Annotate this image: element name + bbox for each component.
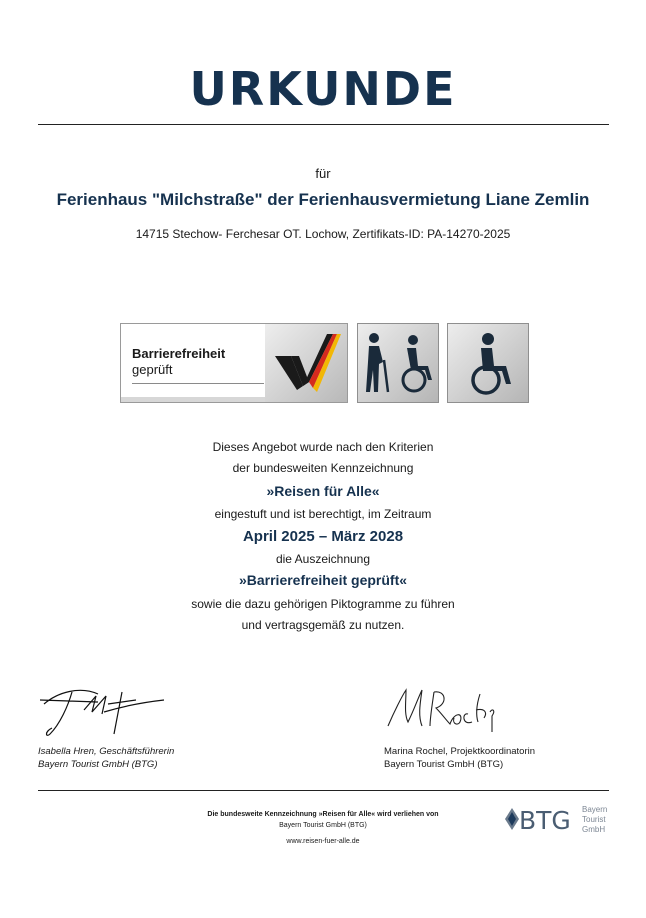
label-line-2: geprüft [132, 362, 173, 377]
certificate-title: URKUNDE [189, 62, 457, 116]
body-line-1: Dieses Angebot wurde nach den Kriterien [212, 440, 434, 454]
footer-url[interactable]: www.reisen-fuer-alle.de [286, 838, 360, 845]
barrierefreiheit-label [120, 323, 348, 403]
for-label: für [315, 166, 331, 181]
body-line-5: sowie die dazu gehörigen Piktogramme zu führen [191, 597, 455, 611]
award-name: »Barrierefreiheit geprüft« [238, 572, 408, 588]
validity-period: April 2025 – März 2028 [242, 528, 404, 545]
left-signature [38, 680, 168, 740]
body-line-3: eingestuft und ist berechtigt, im Zeitraum [214, 507, 432, 521]
wheelchair-icon [447, 323, 529, 403]
footer-line-1: Die bundesweite Kennzeichnung »Reisen für Alle« wird verliehen von [207, 811, 439, 818]
label-line-1: Barrierefreiheit [132, 346, 226, 361]
right-signatory-name: Marina Rochel, Projektkoordinatorin [384, 746, 536, 757]
label-divider [132, 383, 264, 384]
bottom-divider [38, 790, 609, 791]
top-divider [38, 124, 609, 125]
checkmark-logo-icon [265, 324, 347, 402]
certificate-holder: Ferienhaus "Milchstraße" der Ferienhausvermietung Liane Zemlin [56, 190, 590, 209]
body-line-2: der bundesweiten Kennzeichnung [232, 461, 414, 475]
right-signatory-org: Bayern Tourist GmbH (BTG) [384, 759, 504, 770]
footer-line-2: Bayern Tourist GmbH (BTG) [279, 822, 367, 829]
left-signatory-org: Bayern Tourist GmbH (BTG) [38, 759, 158, 770]
body-line-4: die Auszeichnung [275, 552, 371, 566]
right-signature [384, 682, 504, 738]
right-signatory [384, 745, 535, 771]
btg-logo-mark-icon [505, 808, 519, 830]
walking-aid-wheelchair-icon [357, 323, 439, 403]
address-line: 14715 Stechow- Ferchesar OT. Lochow, Zertifikats-ID: PA-14270-2025 [135, 227, 511, 241]
btg-logo-text: BTG [519, 806, 571, 835]
body-line-6: und vertragsgemäß zu nutzen. [241, 618, 405, 632]
program-name: »Reisen für Alle« [266, 483, 380, 499]
btg-logo-subtext: Bayern Tourist GmbH [582, 805, 608, 834]
left-signatory-name: Isabella Hren, Geschäftsführerin [38, 746, 175, 757]
left-signatory [38, 745, 174, 771]
